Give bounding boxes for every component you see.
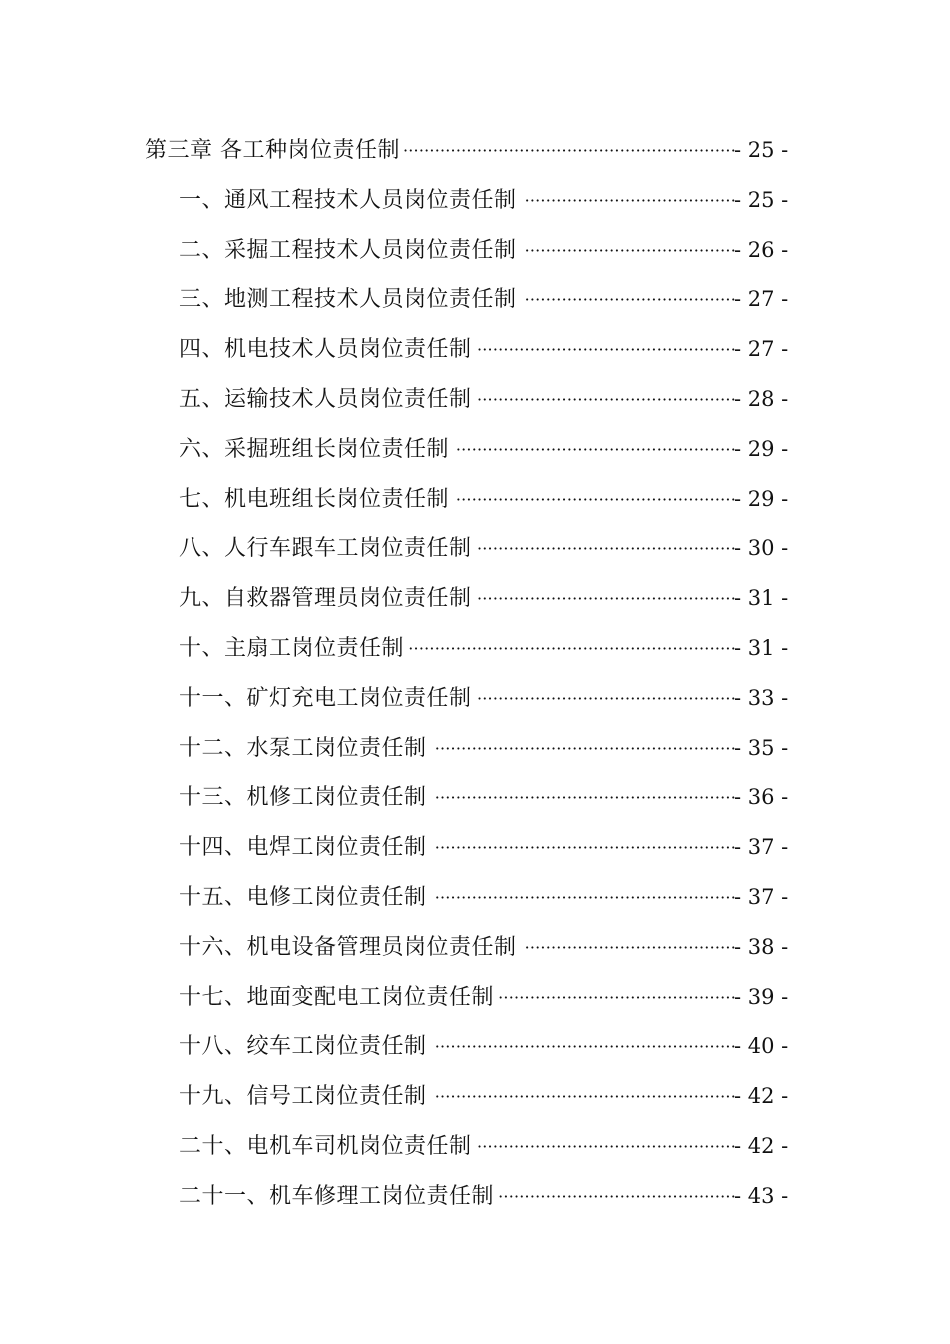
toc-entry-label: 六、采掘班组长岗位责任制: [179, 436, 450, 462]
toc-leader-dots: ·················································: [476, 1136, 736, 1156]
toc-entry-label: 十二、水泵工岗位责任制: [179, 735, 427, 761]
toc-page-number: - 39 -: [734, 984, 789, 1009]
toc-leader-dots: ·····················································: [455, 489, 736, 509]
toc-entry-label: 八、人行车跟车工岗位责任制: [179, 536, 472, 562]
toc-page-number: - 42 -: [734, 1133, 789, 1158]
toc-entry-row[interactable]: [0, 1072, 950, 1122]
toc-entry-label: 二十、电机车司机岗位责任制: [179, 1133, 472, 1159]
toc-entry-list: [0, 176, 950, 1222]
toc-leader-dots: ·····················································: [455, 439, 736, 459]
toc-entry-row[interactable]: [0, 873, 950, 923]
toc-entry-row[interactable]: [0, 574, 950, 624]
toc-leader-dots: ·························································: [434, 738, 736, 758]
toc-entry-label: 三、地测工程技术人员岗位责任制: [179, 287, 517, 313]
toc-chapter-row[interactable]: [0, 126, 950, 176]
toc-page-number: - 25 -: [734, 138, 789, 162]
toc-entry-row[interactable]: [0, 674, 950, 724]
toc-page-number: - 31 -: [734, 635, 789, 660]
toc-page-number: - 25 -: [734, 187, 789, 212]
toc-page-number: - 31 -: [734, 586, 789, 611]
toc-entry-label: 五、运输技术人员岗位责任制: [179, 386, 472, 412]
toc-leader-dots: ·························································: [434, 1087, 736, 1107]
toc-entry-row[interactable]: [0, 624, 950, 674]
toc-page-number: - 43 -: [734, 1183, 789, 1208]
toc-page-number: - 26 -: [734, 237, 789, 262]
toc-entry-label: 十五、电修工岗位责任制: [179, 884, 427, 910]
toc-page-number: - 33 -: [734, 685, 789, 710]
toc-entry-label: 二、采掘工程技术人员岗位责任制: [179, 237, 517, 263]
toc-leader-dots: ········································: [524, 240, 736, 260]
toc-entry-label: 十一、矿灯充电工岗位责任制: [179, 685, 472, 711]
toc-entry-label: 二十一、机车修理工岗位责任制: [179, 1183, 495, 1209]
toc-entry-label: 七、机电班组长岗位责任制: [179, 486, 450, 512]
toc-entry-row[interactable]: [0, 425, 950, 475]
toc-entry-row[interactable]: [0, 325, 950, 375]
toc-page-number: - 30 -: [734, 536, 789, 561]
toc-leader-dots: ········································: [524, 937, 736, 957]
toc-entry-label: 十六、机电设备管理员岗位责任制: [179, 934, 517, 960]
toc-entry-row[interactable]: [0, 375, 950, 425]
toc-page-number: - 37 -: [734, 884, 789, 909]
toc-page-number: - 29 -: [734, 436, 789, 461]
toc-entry-row[interactable]: [0, 226, 950, 276]
toc-leader-dots: ·················································: [476, 688, 736, 708]
toc-leader-dots: ·························································: [434, 788, 736, 808]
toc-entry-row[interactable]: [0, 724, 950, 774]
toc-leader-dots: ·················································: [476, 539, 736, 559]
toc-entry-label: 十三、机修工岗位责任制: [179, 785, 427, 811]
toc-page-number: - 38 -: [734, 934, 789, 959]
toc-entry-row[interactable]: [0, 773, 950, 823]
toc-entry-label: 九、自救器管理员岗位责任制: [179, 586, 472, 612]
toc-entry-label: 一、通风工程技术人员岗位责任制: [179, 187, 517, 213]
toc-entry-label: 十、主扇工岗位责任制: [179, 635, 405, 661]
toc-entry-label: 十八、绞车工岗位责任制: [179, 1034, 427, 1060]
toc-page-number: - 27 -: [734, 287, 789, 312]
toc-entry-row[interactable]: [0, 1172, 950, 1222]
toc-leader-dots: ········································: [524, 290, 736, 310]
toc-leader-dots: ·············································: [498, 987, 736, 1007]
toc-entry-row[interactable]: [0, 176, 950, 226]
toc-page-number: - 27 -: [734, 337, 789, 362]
toc-entry-row[interactable]: [0, 1022, 950, 1072]
toc-leader-dots: ·················································: [476, 589, 736, 609]
toc-leader-dots: ·························································: [434, 887, 736, 907]
toc-leader-dots: ·························································: [434, 838, 736, 858]
toc-leader-dots: ······························································: [408, 638, 736, 658]
toc-entry-label: 十四、电焊工岗位责任制: [179, 835, 427, 861]
toc-entry-row[interactable]: [0, 923, 950, 973]
toc-leader-dots: ·············································: [498, 1186, 736, 1206]
toc-entry-label: 十七、地面变配电工岗位责任制: [179, 984, 495, 1010]
toc-entry-row[interactable]: [0, 475, 950, 525]
toc-page-number: - 35 -: [734, 735, 789, 760]
table-of-contents: [0, 126, 950, 1222]
toc-leader-dots: ·······························································: [402, 141, 736, 160]
toc-leader-dots: ·················································: [476, 340, 736, 360]
toc-page-number: - 42 -: [734, 1084, 789, 1109]
toc-page-number: - 40 -: [734, 1034, 789, 1059]
toc-entry-label: 十九、信号工岗位责任制: [179, 1084, 427, 1110]
toc-entry-row[interactable]: [0, 275, 950, 325]
toc-leader-dots: ·················································: [476, 389, 736, 409]
toc-entry-row[interactable]: [0, 1122, 950, 1172]
toc-entry-row[interactable]: [0, 973, 950, 1023]
toc-leader-dots: ········································: [524, 190, 736, 210]
toc-leader-dots: ·························································: [434, 1037, 736, 1057]
toc-entry-label: 四、机电技术人员岗位责任制: [179, 337, 472, 363]
toc-page-number: - 37 -: [734, 835, 789, 860]
toc-chapter-label: 第三章 各工种岗位责任制: [145, 138, 400, 163]
toc-page-number: - 36 -: [734, 785, 789, 810]
toc-page-number: - 29 -: [734, 486, 789, 511]
toc-entry-row[interactable]: [0, 524, 950, 574]
toc-entry-row[interactable]: [0, 823, 950, 873]
toc-page-number: - 28 -: [734, 386, 789, 411]
